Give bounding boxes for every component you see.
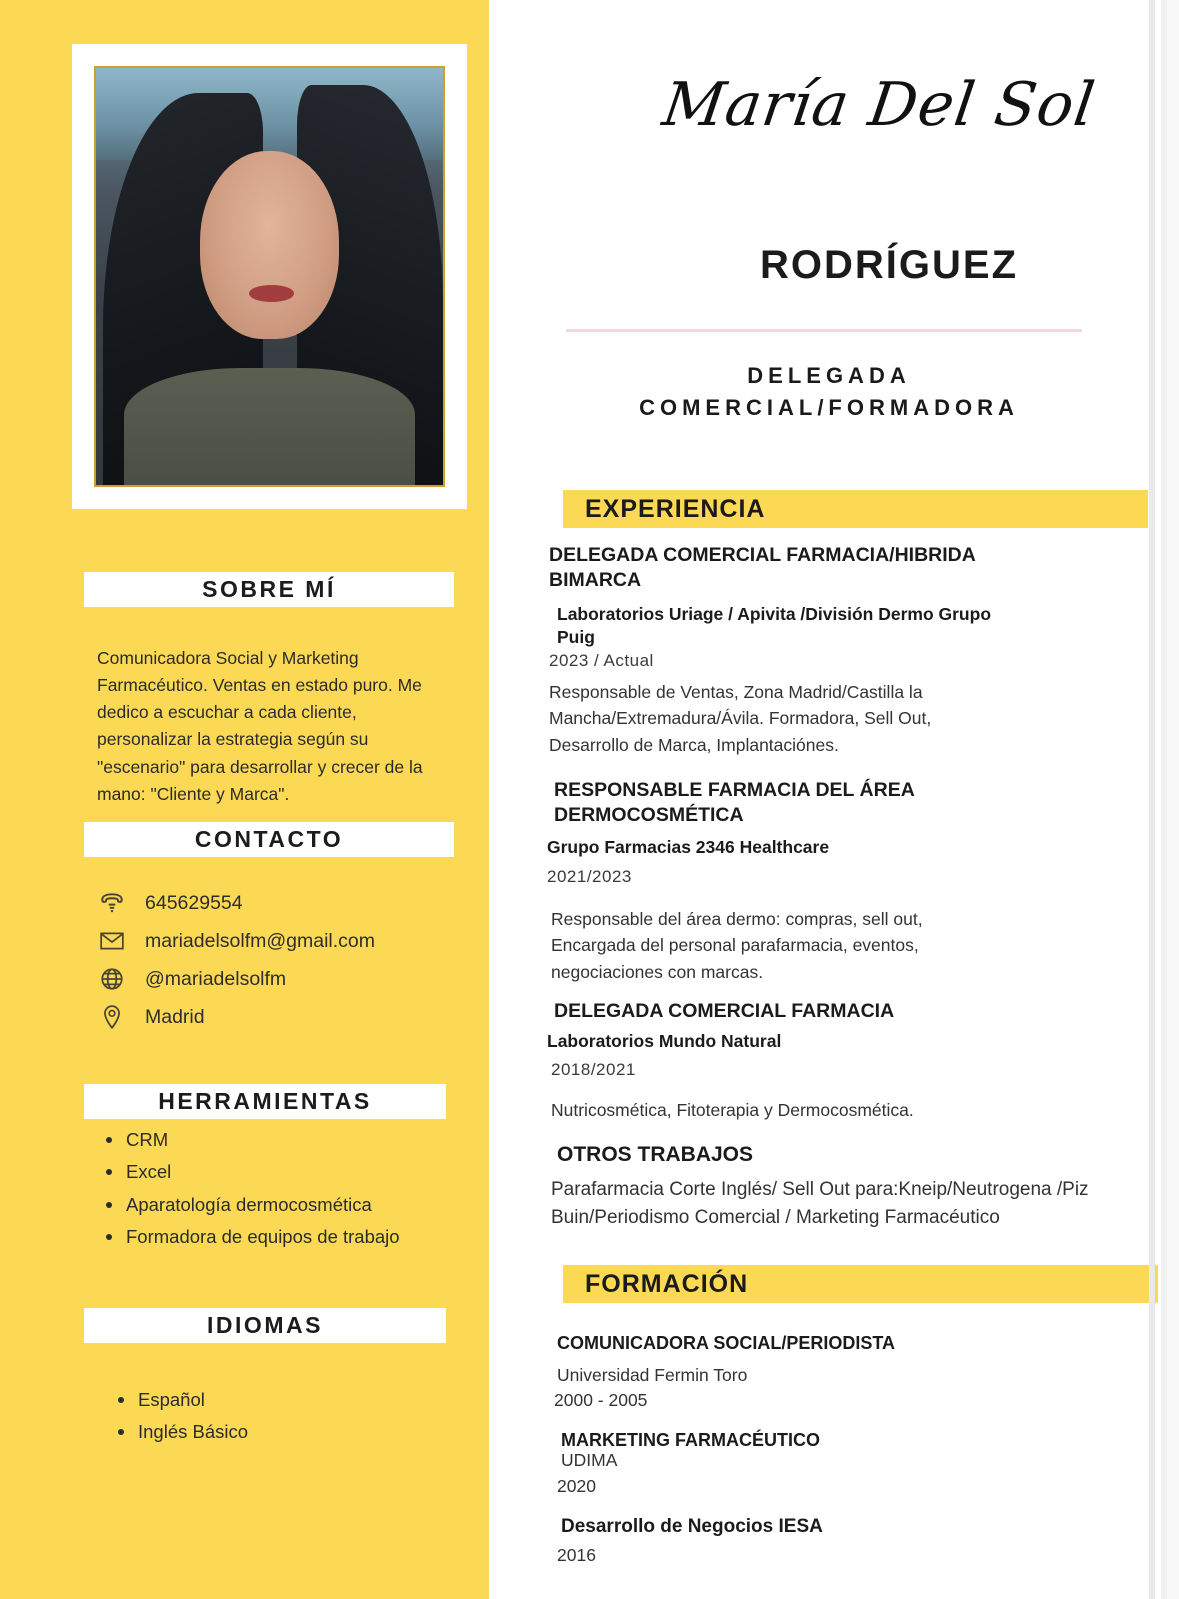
section-title-tools: HERRAMIENTAS — [84, 1084, 446, 1119]
job-role-title — [549, 360, 1109, 424]
list-item: Español — [112, 1384, 452, 1416]
experience-job-org: Grupo Farmacias 2346 Healthcare — [547, 837, 830, 857]
contact-email-value: mariadelsolfm@gmail.com — [145, 929, 376, 952]
location-pin-icon — [95, 1000, 129, 1034]
section-heading-education: FORMACIÓN — [563, 1265, 1158, 1303]
phone-icon — [95, 886, 129, 920]
education-title: COMUNICADORA SOCIAL/PERIODISTA — [557, 1333, 896, 1353]
experience-job-desc: Responsable de Ventas, Zona Madrid/Castilla la Mancha/Extremadura/Ávila. Formadora, Sell Out, Desarrollo de Marca, Implantaciónes. — [549, 682, 932, 755]
about-text: Comunicadora Social y Marketing Farmacéutico. Ventas en estado puro. Me dedico a escuchar a cada cliente, personalizar la estrategia según su "escenario" para desarrollar y crecer de la mano: "Cliente y Marca". — [97, 648, 423, 804]
education-title: Desarrollo de Negocios IESA — [561, 1516, 823, 1537]
contact-social-value: @mariadelsolfm — [145, 967, 287, 990]
contact-phone-value: 645629554 — [145, 891, 243, 914]
section-title-contact: CONTACTO — [84, 822, 454, 857]
profile-photo-frame — [72, 44, 467, 509]
experience-job-date: 2018/2021 — [551, 1060, 636, 1079]
contact-item-location[interactable] — [95, 998, 475, 1036]
section-title-about: SOBRE MÍ — [84, 572, 454, 607]
section-title-languages: IDIOMAS — [84, 1308, 446, 1343]
contact-list — [95, 884, 475, 1036]
sidebar — [0, 0, 489, 1599]
avatar — [94, 66, 445, 487]
contact-item-email[interactable] — [95, 922, 475, 960]
list-item: CRM — [100, 1124, 460, 1156]
other-jobs-desc: Parafarmacia Corte Inglés/ Sell Out para:Kneip/Neutrogena /Piz Buin/Periodismo Comercial / Marketing Farmacéutico — [551, 1179, 1089, 1228]
experience-job-title: DELEGADA COMERCIAL FARMACIA — [554, 1000, 895, 1022]
divider — [566, 329, 1082, 332]
education-date: 2000 - 2005 — [554, 1390, 648, 1410]
education-school: Universidad Fermin Toro — [557, 1365, 748, 1385]
experience-job-desc: Nutricosmética, Fitoterapia y Dermocosmética. — [551, 1100, 914, 1120]
mail-icon — [95, 924, 129, 958]
education-date: 2020 — [557, 1476, 596, 1496]
experience-job-title: RESPONSABLE FARMACIA DEL ÁREA DERMOCOSMÉTICA — [554, 779, 915, 827]
name-signature: María Del Sol — [658, 70, 1100, 140]
main-content — [489, 0, 1179, 1599]
other-jobs-title: OTROS TRABAJOS — [557, 1143, 754, 1166]
tools-list — [100, 1124, 460, 1254]
list-item: Excel — [100, 1156, 460, 1188]
page-edge-shadow — [1149, 0, 1155, 1599]
page-title: RODRÍGUEZ — [760, 243, 1018, 287]
education-school: UDIMA — [561, 1450, 618, 1470]
contact-item-social[interactable] — [95, 960, 475, 998]
page-edge-shadow — [1167, 0, 1179, 1599]
experience-job-desc: Responsable del área dermo: compras, sell out, Encargada del personal parafarmacia, eventos, negociaciones con marcas. — [551, 909, 923, 982]
list-item: Formadora de equipos de trabajo — [100, 1221, 460, 1253]
education-date: 2016 — [557, 1545, 596, 1565]
job-role-line1: DELEGADA — [747, 363, 911, 388]
languages-list — [112, 1384, 452, 1449]
job-role-line2: COMERCIAL/FORMADORA — [639, 394, 1019, 420]
contact-item-phone[interactable] — [95, 884, 475, 922]
experience-job-date: 2023 / Actual — [549, 651, 654, 670]
globe-icon — [95, 962, 129, 996]
list-item: Aparatología dermocosmética — [100, 1189, 460, 1221]
education-title: MARKETING FARMACÉUTICO — [561, 1430, 820, 1450]
experience-job-title: DELEGADA COMERCIAL FARMACIA/HIBRIDA BIMARCA — [549, 544, 976, 592]
experience-job-date: 2021/2023 — [547, 867, 632, 886]
list-item: Inglés Básico — [112, 1416, 452, 1448]
experience-job-org: Laboratorios Mundo Natural — [547, 1031, 782, 1051]
contact-location-value: Madrid — [145, 1005, 205, 1028]
section-heading-experience: EXPERIENCIA — [563, 490, 1148, 528]
experience-job-org: Laboratorios Uriage / Apivita /División Dermo Grupo Puig — [557, 604, 992, 647]
